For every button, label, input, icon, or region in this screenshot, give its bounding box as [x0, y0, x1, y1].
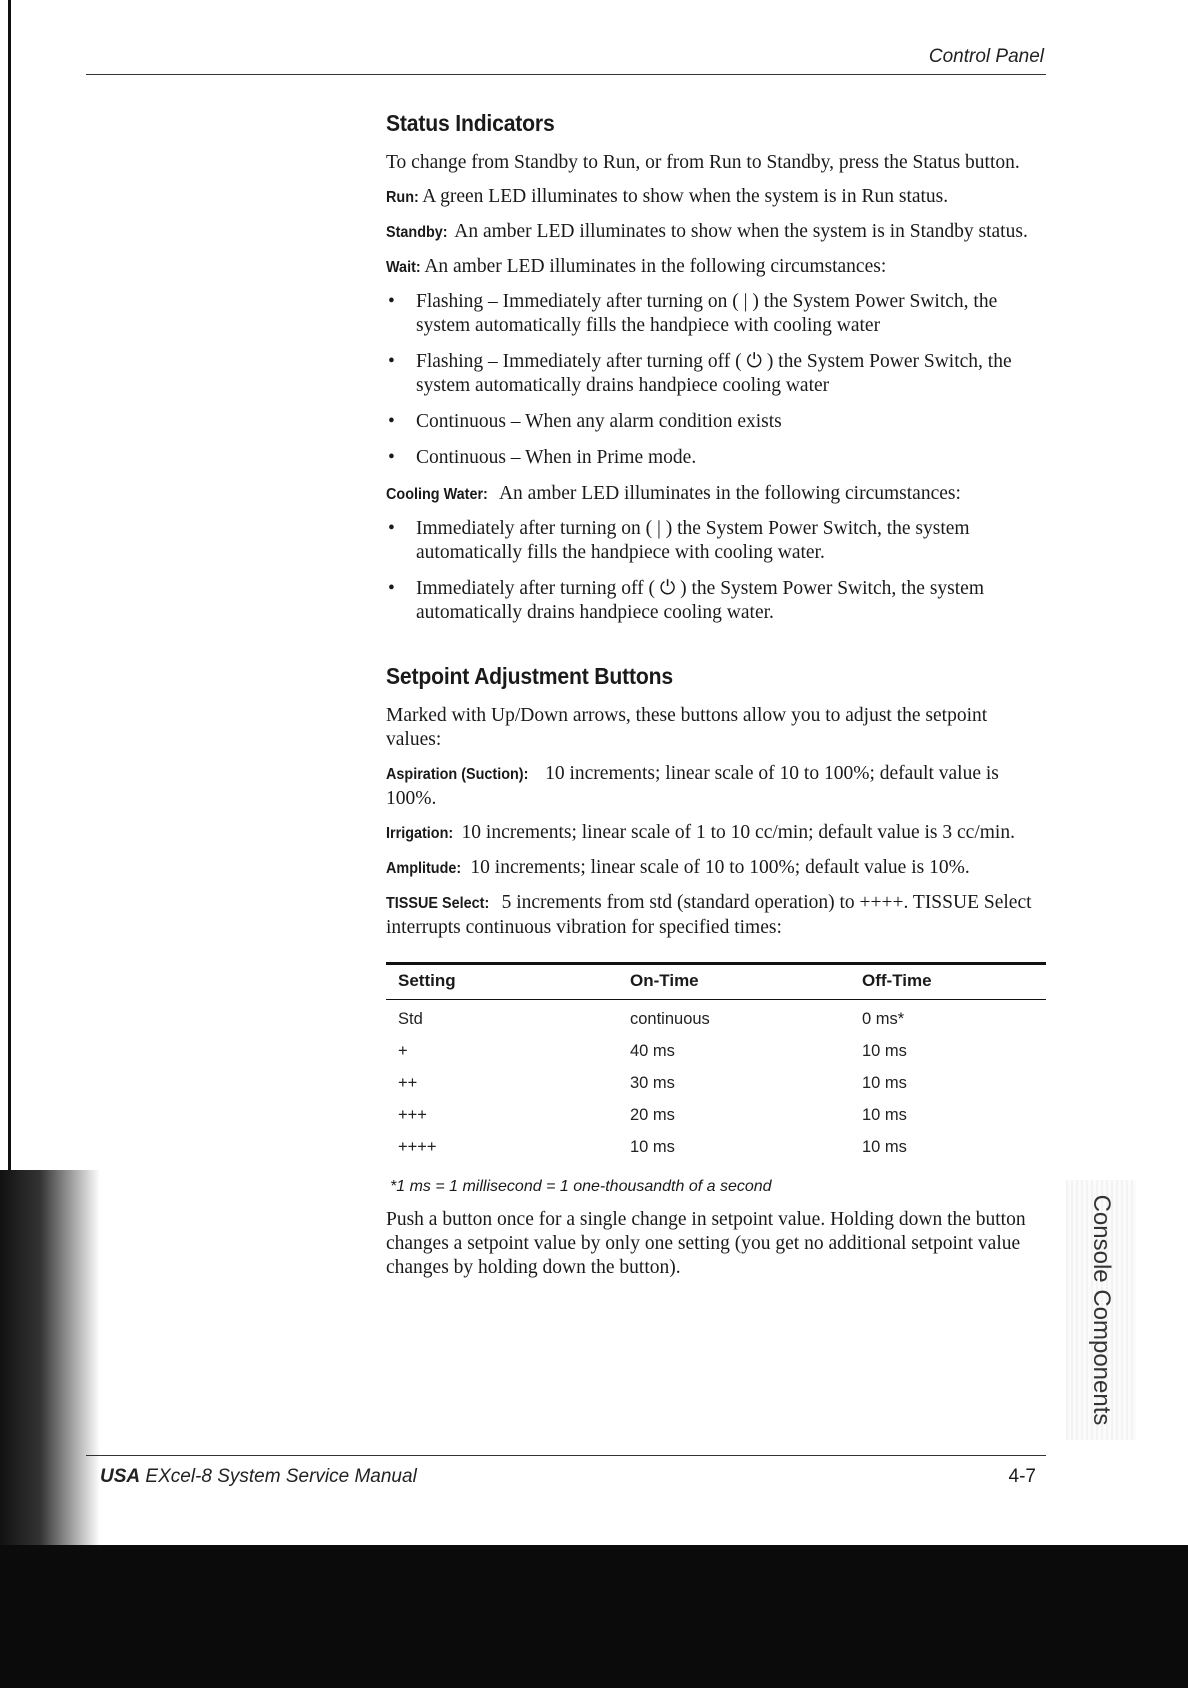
tissue-text: 5 increments from std (standard operation) to ++++. TISSUE Select interrupts continuous vibration for specified times: [386, 892, 1032, 938]
standby-paragraph [386, 220, 1046, 245]
list-item [386, 290, 1046, 338]
cooling-list [386, 517, 1046, 625]
list-item-text: Continuous – When in Prime mode. [416, 447, 697, 468]
table-cell: 20 ms [630, 1106, 675, 1124]
table-cell: 40 ms [630, 1042, 675, 1060]
setpoint-closing: Push a button once for a single change in setpoint value. Holding down the button changes a setpoint value by only one setting (you get no additional setpoint value changes by holding down the button). [386, 1209, 1026, 1278]
table-row [386, 1100, 1046, 1132]
bullet: • [388, 447, 395, 468]
setpoint-heading: Setpoint Adjustment Buttons [386, 663, 673, 689]
tissue-label: TISSUE Select: [386, 895, 490, 912]
footer-title-text: EXcel-8 System Service Manual [145, 1466, 417, 1487]
wait-list [386, 290, 1046, 470]
table-cell: Std [398, 1010, 423, 1028]
table-cell: 10 ms [862, 1106, 907, 1124]
header-rule [86, 74, 1046, 75]
tissue-paragraph [386, 891, 1046, 940]
table-footnote: *1 ms = 1 millisecond = 1 one-thousandth of a second [390, 1178, 772, 1195]
table-cell: + [398, 1042, 408, 1060]
table-cell: ++ [398, 1074, 418, 1092]
list-item-text: Flashing – Immediately after turning off ( ⏻ ) the System Power Switch, the system automatically drains handpiece cooling water [416, 351, 1012, 396]
table-row [386, 1132, 1046, 1164]
table-cell: 10 ms [862, 1074, 907, 1092]
cooling-text: An amber LED illuminates in the following circumstances: [495, 483, 961, 504]
footer-manual-title [100, 1466, 417, 1488]
footer-brand: USA [100, 1466, 141, 1487]
status-intro: To change from Standby to Run, or from Run to Standby, press the Status button. [386, 152, 1020, 173]
bullet: • [388, 351, 395, 372]
list-item-text: Continuous – When any alarm condition exists [416, 411, 782, 432]
wait-text: An amber LED illuminates in the following circumstances: [420, 256, 887, 277]
list-item [386, 410, 1046, 434]
cooling-label: Cooling Water: [386, 486, 488, 503]
table-cell: continuous [630, 1010, 710, 1028]
irrigation-text: 10 increments; linear scale of 1 to 10 cc/min; default value is 3 cc/min. [456, 822, 1015, 843]
standby-label: Standby: [386, 224, 448, 241]
run-paragraph [386, 185, 1046, 210]
footer-rule [86, 1455, 1046, 1456]
bullet: • [388, 411, 395, 432]
table-cell: 10 ms [630, 1138, 675, 1156]
column-header-on-time: On-Time [618, 964, 850, 1000]
irrigation-paragraph [386, 821, 1046, 846]
binding-shadow [0, 1170, 100, 1550]
list-item-text: Immediately after turning off ( ⏻ ) the System Power Switch, the system automatically drains handpiece cooling water. [416, 578, 984, 623]
bullet: • [388, 578, 395, 599]
table-row [386, 1000, 1046, 1037]
side-tab-label: Console Components [1088, 1194, 1115, 1426]
aspiration-text: 10 increments; linear scale of 10 to 100%; default value is 100%. [386, 763, 999, 809]
table-row [386, 1036, 1046, 1068]
table-cell: 0 ms* [862, 1010, 905, 1028]
setpoint-intro: Marked with Up/Down arrows, these buttons allow you to adjust the setpoint values: [386, 705, 988, 750]
bullet: • [388, 291, 395, 312]
table-cell: 30 ms [630, 1074, 675, 1092]
table-cell: ++++ [398, 1138, 437, 1156]
table-header-row [386, 964, 1046, 1000]
irrigation-label: Irrigation: [386, 825, 454, 842]
column-header-off-time: Off-Time [850, 964, 1046, 1000]
wait-paragraph [386, 255, 1046, 280]
run-text: A green LED illuminates to show when the system is in Run status. [418, 186, 949, 207]
list-item [386, 577, 1046, 625]
cooling-paragraph [386, 482, 1046, 507]
scan-bottom-band [0, 1545, 1188, 1688]
list-item [386, 517, 1046, 565]
aspiration-label: Aspiration (Suction): [386, 766, 529, 783]
list-item-text: Flashing – Immediately after turning on ( | ) the System Power Switch, the system automatically fills the handpiece with cooling water [416, 291, 998, 336]
standby-text: An amber LED illuminates to show when the system is in Standby status. [450, 221, 1028, 242]
table-cell: 10 ms [862, 1138, 907, 1156]
status-indicators-heading: Status Indicators [386, 110, 555, 136]
bullet: • [388, 518, 395, 539]
aspiration-paragraph [386, 762, 1046, 811]
column-header-setting: Setting [386, 964, 618, 1000]
list-item [386, 350, 1046, 398]
wait-label: Wait: [386, 259, 421, 276]
list-item-text: Immediately after turning on ( | ) the System Power Switch, the system automatically fills the handpiece with cooling water. [416, 518, 970, 563]
table-cell: +++ [398, 1106, 427, 1124]
amplitude-label: Amplitude: [386, 860, 462, 877]
list-item [386, 446, 1046, 470]
running-header: Control Panel [928, 46, 1044, 67]
table-row [386, 1068, 1046, 1100]
page-number: 4-7 [1008, 1466, 1036, 1487]
tissue-select-table [386, 962, 1046, 1164]
page-content [386, 110, 1046, 1290]
amplitude-paragraph [386, 856, 1046, 881]
table-cell: 10 ms [862, 1042, 907, 1060]
run-label: Run: [386, 189, 419, 206]
amplitude-text: 10 increments; linear scale of 10 to 100%; default value is 10%. [465, 857, 970, 878]
